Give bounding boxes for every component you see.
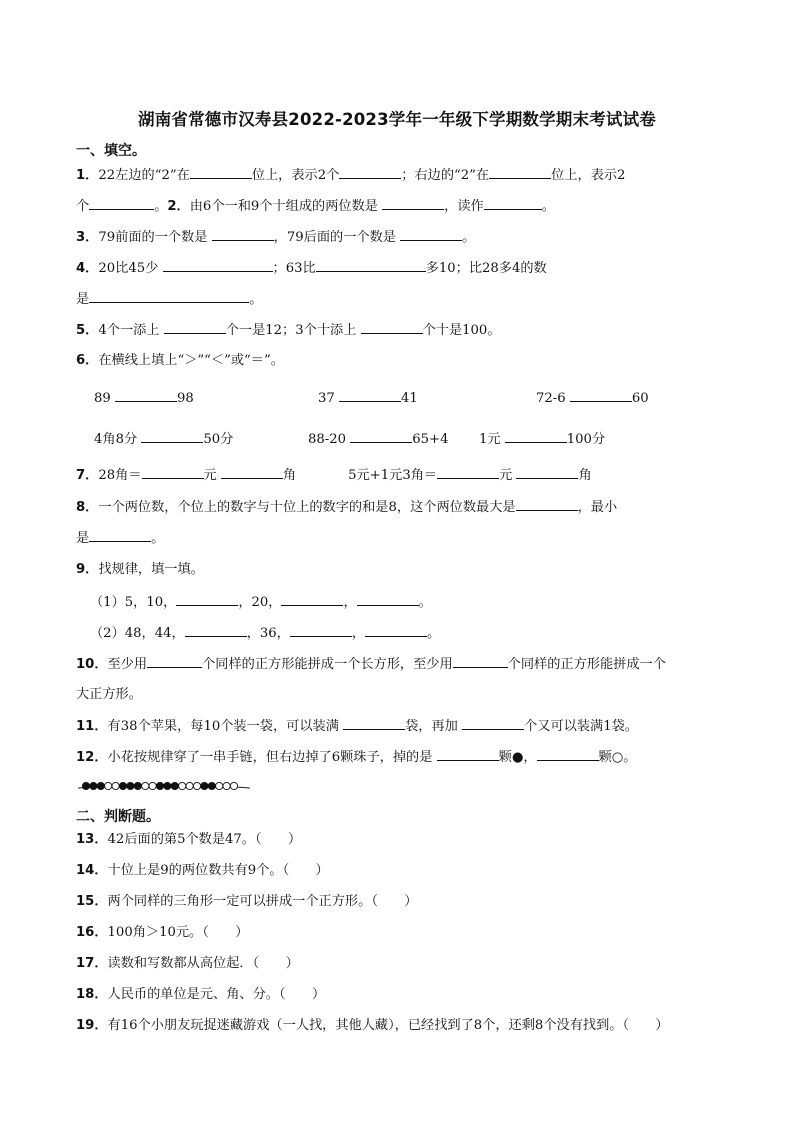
black-bead	[171, 782, 178, 789]
question-text: ，	[343, 595, 357, 610]
question-text: 42后面的第5个数是47。（ ）	[107, 832, 302, 847]
white-bead	[230, 782, 237, 789]
question-number: 10．	[76, 657, 108, 672]
answer-blank[interactable]	[141, 430, 203, 443]
question-10	[76, 655, 666, 674]
answer-blank[interactable]	[212, 228, 274, 241]
black-bead	[90, 782, 97, 789]
white-bead	[149, 782, 156, 789]
question-number: 8．	[76, 500, 99, 515]
compare-left: 88-20	[308, 432, 347, 447]
answer-blank[interactable]	[365, 624, 427, 637]
answer-blank[interactable]	[176, 593, 238, 606]
question-text: ，79后面的一个数是	[273, 230, 396, 245]
answer-blank[interactable]	[190, 166, 252, 179]
question-8-continued	[76, 529, 164, 548]
question-number: 13．	[76, 832, 108, 847]
compare-item	[536, 389, 649, 408]
white-bead	[142, 782, 149, 789]
answer-blank[interactable]	[164, 321, 226, 334]
question-text: 有16个小朋友玩捉迷藏游戏（一人找，其他人藏），已经找到了8个，还剩8个没有找到。（ ）	[107, 1018, 669, 1033]
black-bead	[208, 782, 215, 789]
question-text: 元	[203, 468, 217, 483]
answer-blank[interactable]	[453, 655, 508, 668]
judge-question	[76, 924, 248, 942]
question-text: 在横线上填上“＞”“＜”或“＝”。	[98, 353, 284, 368]
question-text: 大正方形。	[76, 687, 142, 702]
question-12	[76, 748, 636, 767]
answer-blank[interactable]	[339, 166, 401, 179]
question-text: 。	[151, 531, 165, 546]
compare-item	[318, 389, 418, 408]
question-10-continued	[76, 686, 142, 704]
answer-blank[interactable]	[290, 624, 352, 637]
question-text: ，	[351, 626, 366, 641]
question-text: 个同样的正方形能拼成一个	[507, 657, 666, 672]
question-text: 。	[462, 230, 476, 245]
question-9-part-1	[90, 593, 432, 612]
question-text: 小花按规律穿了一串手链，但右边掉了6颗珠子，掉的是	[107, 750, 433, 765]
answer-blank[interactable]	[437, 748, 499, 761]
white-bead	[112, 782, 119, 789]
compare-right: 41	[400, 391, 418, 406]
question-text: 22左边的“2”在	[98, 168, 190, 183]
question-text: 个同样的正方形能拼成一个长方形，至少用	[202, 657, 453, 672]
black-bead	[134, 782, 141, 789]
answer-blank[interactable]	[570, 389, 632, 402]
compare-item	[94, 430, 233, 449]
question-text: 。	[427, 626, 441, 641]
compare-left: 89	[94, 391, 111, 406]
answer-blank[interactable]	[281, 593, 343, 606]
question-number: 7．	[76, 468, 99, 483]
question-number: 17．	[76, 956, 108, 971]
judge-question	[76, 893, 417, 911]
question-4	[76, 259, 547, 278]
question-number: 16．	[76, 925, 108, 940]
answer-blank[interactable]	[185, 624, 247, 637]
question-text: 元	[499, 468, 513, 483]
question-number: 19．	[76, 1018, 108, 1033]
judge-question	[76, 955, 299, 973]
compare-item	[479, 430, 605, 449]
question-text: 100角＞10元。（ ）	[107, 925, 249, 940]
question-3	[76, 228, 475, 247]
question-text: 有38个苹果，每10个装一袋，可以装满	[107, 719, 339, 734]
question-text: 5，10，	[124, 595, 177, 610]
answer-blank[interactable]	[339, 389, 401, 402]
question-text: 4个一添上	[98, 323, 160, 338]
white-bead	[179, 782, 186, 789]
question-7	[76, 466, 592, 485]
compare-left: 1元	[479, 432, 501, 447]
question-text: 是	[76, 531, 90, 546]
section-heading-fill: 一、填空。	[76, 143, 146, 159]
white-bead	[223, 782, 230, 789]
question-text: ；右边的“2”在	[401, 168, 490, 183]
black-bead	[201, 782, 208, 789]
compare-item	[308, 430, 448, 449]
judge-question	[76, 1017, 669, 1035]
question-8	[76, 498, 617, 517]
question-text: 28角＝	[98, 468, 142, 483]
black-bead	[119, 782, 126, 789]
answer-blank[interactable]	[147, 655, 202, 668]
answer-blank[interactable]	[361, 321, 423, 334]
black-bead	[127, 782, 134, 789]
answer-blank[interactable]	[350, 430, 412, 443]
question-number: 1．	[76, 168, 99, 183]
compare-left: 72-6	[536, 391, 566, 406]
black-bead	[156, 782, 163, 789]
question-text: 。	[418, 595, 432, 610]
question-number: 5．	[76, 323, 99, 338]
answer-blank[interactable]	[163, 259, 273, 272]
answer-blank[interactable]	[489, 166, 551, 179]
answer-blank[interactable]	[400, 228, 462, 241]
question-11	[76, 717, 638, 736]
black-bead	[97, 782, 104, 789]
question-number: 9．	[76, 562, 99, 577]
question-6	[76, 352, 284, 370]
question-text: 。	[249, 292, 263, 307]
judge-question	[76, 862, 329, 880]
question-text: 个	[76, 199, 90, 214]
compare-right: 60	[631, 391, 649, 406]
question-4-continued	[76, 290, 262, 309]
question-number: 18．	[76, 987, 108, 1002]
question-text: 颗●，	[498, 750, 537, 765]
question-text: ，最小	[577, 500, 618, 515]
question-number: 3．	[76, 230, 99, 245]
answer-blank[interactable]	[437, 466, 499, 479]
answer-blank[interactable]	[343, 717, 405, 730]
judge-question	[76, 986, 325, 1004]
answer-blank[interactable]	[316, 259, 426, 272]
bead-bracelet-figure	[76, 776, 252, 796]
compare-left: 37	[318, 391, 335, 406]
answer-blank[interactable]	[221, 466, 283, 479]
answer-blank[interactable]	[382, 197, 444, 210]
compare-right: 98	[176, 391, 194, 406]
question-text: ，读作	[444, 199, 484, 214]
compare-right: 65+4	[412, 432, 449, 447]
question-text: 颗○。	[598, 750, 637, 765]
question-text: 读数和写数都从高位起．（ ）	[107, 956, 299, 971]
question-text: 角	[578, 468, 592, 483]
bead-group	[82, 782, 237, 789]
question-text: 袋，再加	[405, 719, 458, 734]
question-text: 位上，表示2	[551, 168, 626, 183]
question-text: 79前面的一个数是	[98, 230, 208, 245]
question-text: 两个同样的三角形一定可以拼成一个正方形。（ ）	[107, 894, 418, 909]
question-number: 11．	[76, 719, 108, 734]
question-text: ；63比	[272, 261, 316, 276]
answer-blank[interactable]	[115, 389, 177, 402]
question-number: 14．	[76, 863, 108, 878]
question-number: 4．	[76, 261, 99, 276]
question-text: 。	[541, 199, 555, 214]
question-number: 2．	[167, 199, 190, 214]
white-bead	[105, 782, 112, 789]
question-text: 是	[76, 292, 90, 307]
question-text: 5元+1元3角＝	[348, 468, 438, 483]
question-text: 多10；比28多4的数	[425, 261, 547, 276]
sub-label: （1）	[90, 595, 125, 610]
answer-blank[interactable]	[516, 498, 578, 511]
compare-left: 4角8分	[94, 432, 138, 447]
answer-blank[interactable]	[89, 290, 249, 303]
answer-blank[interactable]	[537, 748, 599, 761]
answer-blank[interactable]	[89, 529, 151, 542]
section-heading-judge: 二、判断题。	[76, 809, 160, 825]
black-bead	[82, 782, 89, 789]
question-text: 位上，表示2个	[251, 168, 340, 183]
question-text: ，36，	[246, 626, 290, 641]
question-text: 角	[282, 468, 297, 483]
question-text: 一个两位数，个位上的数字与十位上的数字的和是8，这个两位数最大是	[98, 500, 516, 515]
question-5	[76, 321, 501, 340]
question-text: 至少用	[107, 657, 148, 672]
sub-label: （2）	[90, 626, 125, 641]
question-number: 15．	[76, 894, 108, 909]
white-bead	[216, 782, 223, 789]
white-bead	[186, 782, 193, 789]
question-text: 48，44，	[124, 626, 185, 641]
question-text: 个又可以装满1袋。	[524, 719, 638, 734]
question-text: ，20，	[238, 595, 282, 610]
question-text: 。	[154, 199, 168, 214]
question-1-continued	[76, 197, 555, 216]
white-bead	[193, 782, 200, 789]
question-text: 十位上是9的两位数共有9个。（ ）	[107, 863, 329, 878]
question-9	[76, 561, 204, 579]
judge-question	[76, 831, 301, 849]
compare-right: 50分	[203, 432, 234, 447]
question-text: 个一是12；3个十添上	[225, 323, 357, 338]
compare-item	[94, 389, 194, 408]
question-number: 12．	[76, 750, 108, 765]
question-1	[76, 166, 625, 185]
answer-blank[interactable]	[89, 197, 154, 210]
question-text: 由6个一和9个十组成的两位数是	[189, 199, 378, 214]
answer-blank[interactable]	[142, 466, 204, 479]
answer-blank[interactable]	[484, 197, 542, 210]
answer-blank[interactable]	[505, 430, 567, 443]
question-text: 个十是100。	[422, 323, 501, 338]
question-text: 找规律，填一填。	[98, 562, 204, 577]
answer-blank[interactable]	[516, 466, 578, 479]
answer-blank[interactable]	[357, 593, 419, 606]
question-text: 20比45少	[98, 261, 159, 276]
question-text: 人民币的单位是元、角、分。（ ）	[107, 987, 326, 1002]
question-9-part-2	[90, 624, 440, 643]
black-bead	[164, 782, 171, 789]
question-number: 6．	[76, 353, 99, 368]
answer-blank[interactable]	[462, 717, 524, 730]
page-title: 湖南省常德市汉寿县2022-2023学年一年级下学期数学期末考试试卷	[138, 110, 656, 129]
compare-right: 100分	[566, 432, 606, 447]
